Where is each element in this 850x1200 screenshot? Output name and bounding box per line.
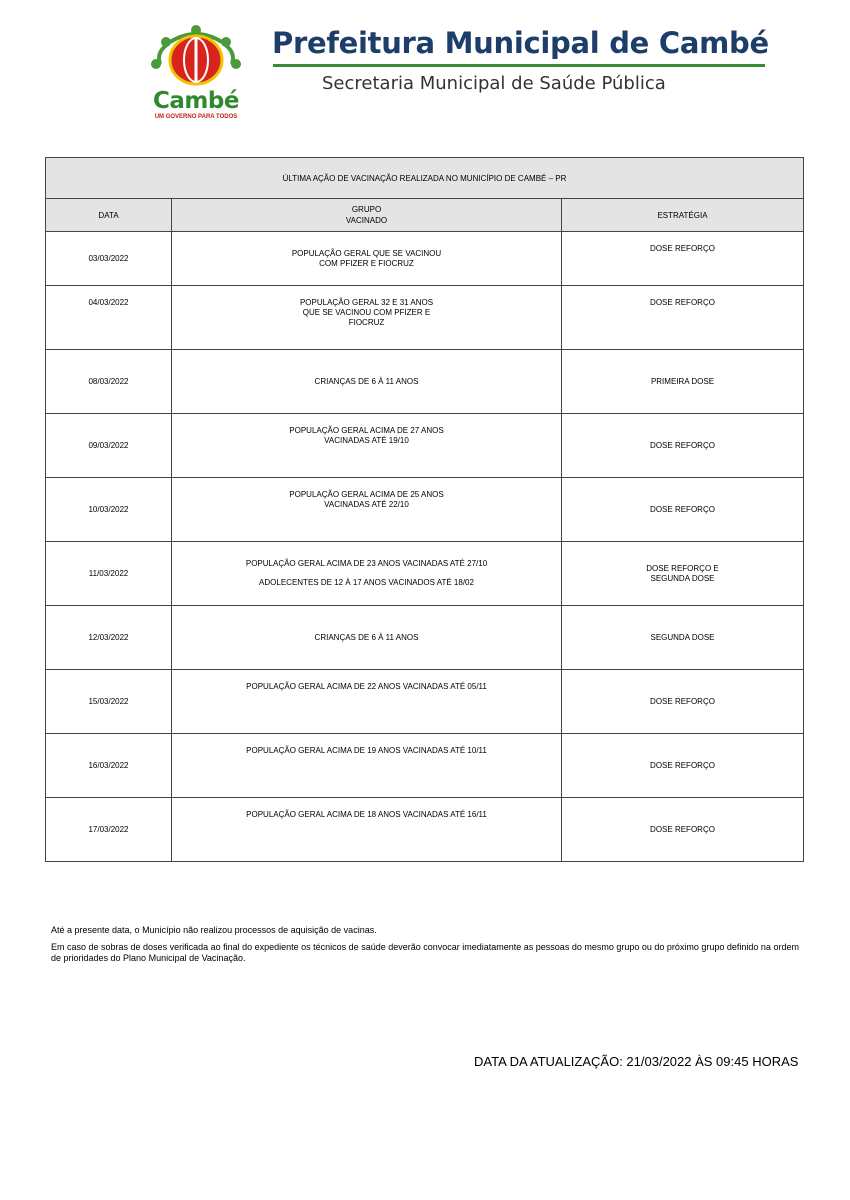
group-line: POPULAÇÃO GERAL ACIMA DE 27 ANOS [289,426,444,435]
table-row [46,478,804,542]
group-line: POPULAÇÃO GERAL ACIMA DE 25 ANOS [289,490,444,499]
strategy-cell: DOSE REFORÇO [562,734,804,798]
group-line: COM PFIZER E FIOCRUZ [319,258,414,268]
column-header-group-line2: VACINADO [345,216,388,225]
strategy-cell: DOSE REFORÇO [562,414,804,478]
group-line: QUE SE VACINOU COM PFIZER E [302,308,431,317]
note-leftover-doses: Em caso de sobras de doses verificada ao final do expediente os técnicos de saúde deverão convocar imediatamente as pessoas do mesmo grupo ou do próximo grupo definido na ordem de prioridades do Plano Municipal de Vacinação. [51,942,799,963]
title-divider [273,64,765,67]
column-header-date: DATA [46,199,172,232]
date-cell: 11/03/2022 [46,542,172,606]
date-cell: 16/03/2022 [46,734,172,798]
strategy-cell: DOSE REFORÇO [562,670,804,734]
group-cell [172,350,562,414]
group-line: VACINADAS ATÉ 22/10 [324,500,409,509]
page-title: Prefeitura Municipal de Cambé [272,26,769,60]
logo-tagline: UM GOVERNO PARA TODOS [154,114,238,120]
strategy-cell: DOSE REFORÇO [562,478,804,542]
group-line: POPULAÇÃO GERAL ACIMA DE 23 ANOS VACINADAS ATÉ 27/10 [245,559,488,568]
group-line: ADOLECENTES DE 12 À 17 ANOS VACINADOS ATÉ 18/02 [259,578,474,587]
notes-section [51,925,811,970]
group-cell [172,478,562,542]
column-header-group [172,199,562,232]
strategy-cell: DOSE REFORÇO [562,286,804,350]
last-update: DATA DA ATUALIZAÇÃO: 21/03/2022 ÀS 09:45 HORAS [474,1054,799,1069]
table-row [46,232,804,286]
group-line: POPULAÇÃO GERAL 32 E 31 ANOS [299,298,434,307]
date-cell: 15/03/2022 [46,670,172,734]
group-cell [172,606,562,670]
group-line: POPULAÇÃO GERAL ACIMA DE 19 ANOS VACINADAS ATÉ 10/11 [246,746,487,755]
table-row [46,286,804,350]
group-cell [172,670,562,734]
table-row [46,350,804,414]
date-cell: 10/03/2022 [46,478,172,542]
table-row [46,606,804,670]
strategy-cell [562,542,804,606]
date-cell: 12/03/2022 [46,606,172,670]
strategy-cell: PRIMEIRA DOSE [562,350,804,414]
logo-wordmark: Cambé [153,88,239,114]
strategy-line: SEGUNDA DOSE [650,573,715,583]
column-header-group-line1: GRUPO [351,205,382,214]
table-row [46,414,804,478]
group-cell [172,542,562,606]
table-row [46,734,804,798]
table-row [46,542,804,606]
group-line: CRIANÇAS DE 6 À 11 ANOS [314,376,419,386]
strategy-cell: DOSE REFORÇO [562,232,804,286]
date-cell: 08/03/2022 [46,350,172,414]
group-cell [172,734,562,798]
group-line: POPULAÇÃO GERAL QUE SE VACINOU [291,248,442,258]
page-subtitle: Secretaria Municipal de Saúde Pública [322,73,666,94]
table-row [46,670,804,734]
vaccination-table [45,157,804,862]
group-cell [172,414,562,478]
group-line: POPULAÇÃO GERAL ACIMA DE 22 ANOS VACINADAS ATÉ 05/11 [246,682,487,691]
group-line: POPULAÇÃO GERAL ACIMA DE 18 ANOS VACINADAS ATÉ 16/11 [246,810,487,819]
group-cell [172,286,562,350]
strategy-line: DOSE REFORÇO E [646,563,719,573]
cambe-logo [140,22,252,122]
strategy-cell: SEGUNDA DOSE [562,606,804,670]
note-acquisition: Até a presente data, o Município não realizou processos de aquisição de vacinas. [51,925,377,935]
date-cell: 03/03/2022 [46,232,172,286]
table-row [46,798,804,862]
strategy-cell: DOSE REFORÇO [562,798,804,862]
column-header-strategy: ESTRATÉGIA [562,199,804,232]
group-line: VACINADAS ATÉ 19/10 [324,436,409,445]
group-cell [172,232,562,286]
date-cell: 17/03/2022 [46,798,172,862]
table-caption: ÚLTIMA AÇÃO DE VACINAÇÃO REALIZADA NO MUNICÍPIO DE CAMBÉ – PR [46,158,804,199]
date-cell: 09/03/2022 [46,414,172,478]
date-cell: 04/03/2022 [46,286,172,350]
group-line: FIOCRUZ [348,318,385,327]
group-cell [172,798,562,862]
group-line: CRIANÇAS DE 6 À 11 ANOS [314,632,419,642]
logo-emblem-icon [140,22,252,92]
